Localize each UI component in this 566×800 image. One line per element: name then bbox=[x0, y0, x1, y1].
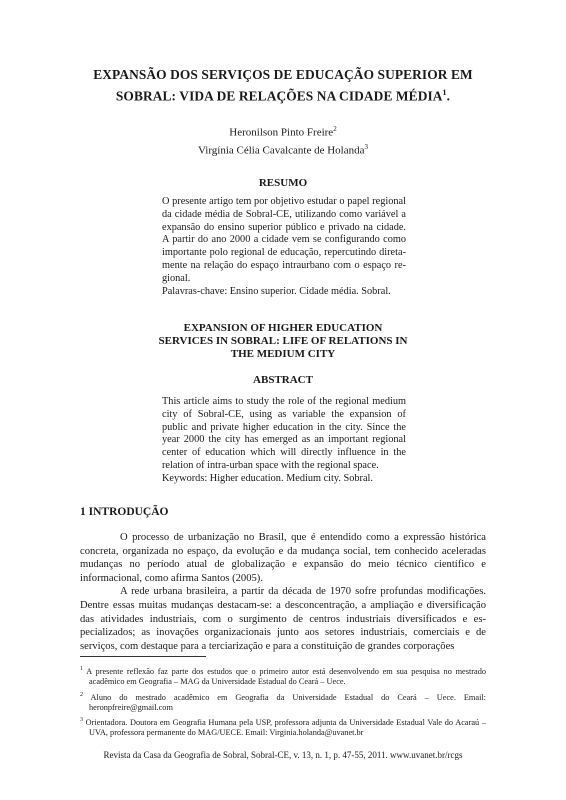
english-title bbox=[70, 322, 496, 361]
footnotes bbox=[80, 664, 486, 741]
footnote-2: $^2$ Aluno do mestrado acadêmico em Geografia da Universidade Estadual do Ceará – Uece. Email: heronpfreire@gmail.com bbox=[80, 691, 486, 712]
english-title-line-2: SERVICES IN SOBRAL: LIFE OF RELATIONS IN bbox=[158, 335, 408, 347]
author-2: Virgínia Célia Cavalcante de Holanda$^3$ bbox=[197, 142, 369, 157]
footnote-divider bbox=[80, 656, 206, 657]
journal-footer: Revista da Casa da Geografia de Sobral, Sobral-CE, v. 13, n. 1, p. 47-55, 2011. www.uvanet.br/rcgs bbox=[103, 750, 463, 760]
english-title-line-3: THE MEDIUM CITY bbox=[230, 348, 336, 360]
body-paragraph-1: O processo de urbanização no Brasil, que é entendido como a expressão histórica concreta, organizada no espaço, da evolução e da mudança social, tem conhecido aceleradas mudanças no período atual de globalização e expansão do meio técnico científico e informacional, como afirma Santos (2005). bbox=[80, 532, 486, 584]
resumo-text: O presente artigo tem por objetivo estudar o papel regional da cidade média de Sobral-CE, utilizando como variável a expansão do ensino superior público e privado na cidade. A partir do ano 2000 a cidade vem se configurando como importante polo regional de educação, repercutindo diretamente na relação do espaço intraurbano com o espaço regional. bbox=[162, 196, 406, 284]
abstract-keywords: Keywords: Higher education. Medium city. Sobral. bbox=[162, 472, 373, 484]
resumo-block bbox=[162, 196, 406, 298]
abstract-block bbox=[162, 396, 406, 486]
resumo-heading: RESUMO bbox=[258, 177, 308, 189]
resumo-keywords: Palavras-chave: Ensino superior. Cidade média. Sobral. bbox=[162, 285, 391, 297]
section-body bbox=[80, 531, 486, 653]
title-line-2: SOBRAL: VIDA DE RELAÇÕES NA CIDADE MÉDIA$^1$. bbox=[115, 88, 451, 104]
abstract-heading: ABSTRACT bbox=[253, 374, 313, 386]
english-title-line-1: EXPANSION OF HIGHER EDUCATION bbox=[183, 322, 383, 334]
author-list bbox=[70, 122, 496, 157]
title-footnote-mark: 1 bbox=[442, 88, 447, 97]
section-heading: 1 INTRODUÇÃO bbox=[80, 506, 169, 518]
author-1: Heronilson Pinto Freire$^2$ bbox=[229, 125, 337, 139]
paper-title bbox=[70, 66, 496, 105]
footnote-1: $^1$ A presente reflexão faz parte dos estudos que o primeiro autor está desenvolvendo em sua pesquisa no mestrado acadêmico em Geografia – MAG da Universidade Estadual do Ceará – Uece. bbox=[80, 666, 486, 687]
title-line-1: EXPANSÃO DOS SERVIÇOS DE EDUCAÇÃO SUPERIOR EM bbox=[93, 67, 473, 82]
abstract-text: This article aims to study the role of the regional medium city of Sobral-CE, using as variable the expansion of public and private higher education in the city. Since the year 2000 the city has emerged as an important regional center of education which will directly influence in the relation of intra-urban space with the regional space. bbox=[162, 396, 406, 471]
footnote-3: $^3$ Orientadora. Doutora em Geografia Humana pela USP, professora adjunta da Universidade Estadual Vale do Acaraú – UVA, professora permanente do MAG/UECE. Email: Virginia.holanda@uvanet.br bbox=[80, 717, 486, 738]
body-paragraph-2: A rede urbana brasileira, a partir da década de 1970 sofre profundas modificações. Dentre essas muitas mudanças destacam-se: a desconcentração, a ampliação e diversificação das atividades industriais, com o surgimento de centros industriais diversificados e especializados; as inovações organizacionais junto aos setores industriais, comerciais e de serviços, com destaque para a terciarização e para a constituição de grandes corporações bbox=[80, 586, 486, 652]
